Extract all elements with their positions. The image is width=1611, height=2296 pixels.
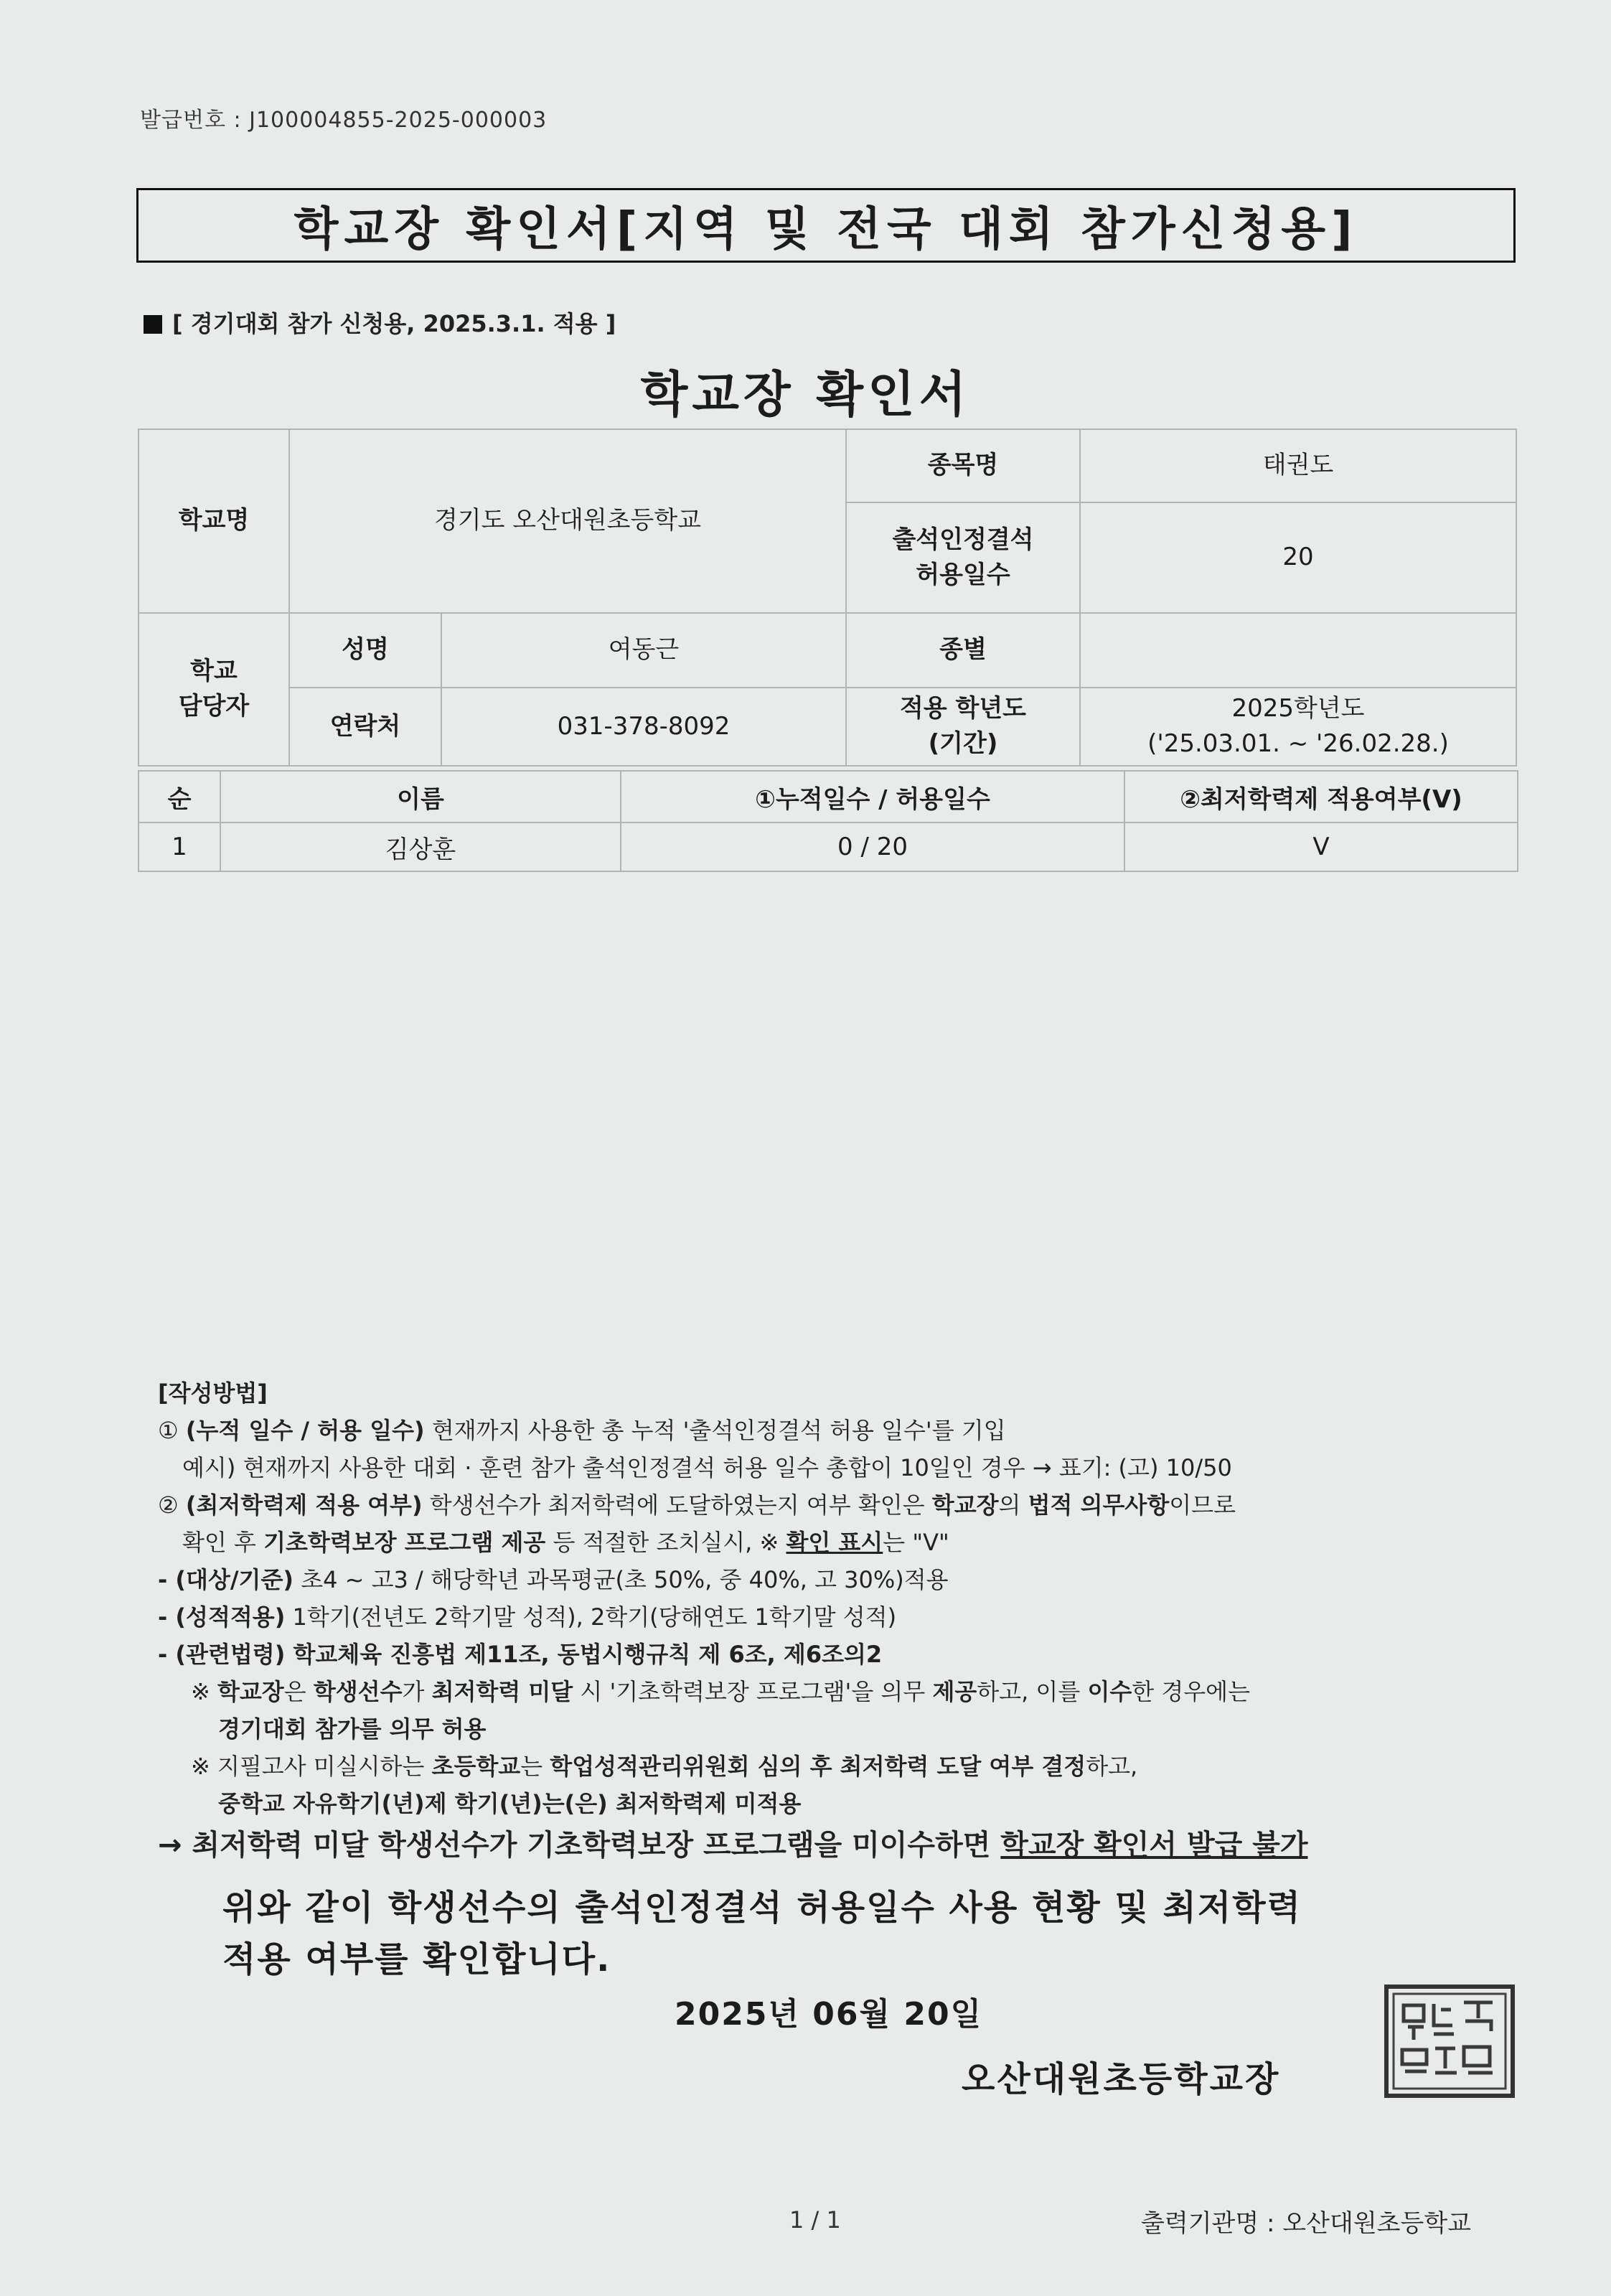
page-number: 1 / 1	[789, 2206, 841, 2234]
category-label: 종별	[846, 613, 1080, 688]
instructions-heading: [작성방법]	[158, 1379, 268, 1407]
event-value: 태권도	[1080, 429, 1516, 502]
application-note	[144, 306, 616, 339]
cumulative-days: 0 / 20	[621, 823, 1124, 871]
school-name-label: 학교명	[138, 429, 289, 613]
printing-institution: 출력기관명 : 오산대원초등학교	[1141, 2209, 1472, 2238]
allowed-days-label: 출석인정결석 허용일수	[846, 502, 1080, 613]
confirmation-statement: 위와 같이 학생선수의 출석인정결석 허용일수 사용 현황 및 최저학력 적용 여부를 확인합니다.	[222, 1888, 1302, 1979]
instruction-line: - (성적적용) 1학기(전년도 2학기말 성적), 2학기(당해연도 1학기말 성적)	[158, 1603, 897, 1631]
staff-name-label: 성명	[289, 613, 441, 688]
table-row	[138, 823, 1518, 871]
instruction-line: 중학교 자유학기(년)제 학기(년)는(은) 최저학력제 미적용	[218, 1790, 802, 1817]
student-table	[138, 770, 1518, 872]
square-bullet-icon	[144, 315, 162, 334]
official-seal-icon	[1384, 1984, 1516, 2099]
instruction-line: - (관련법령) 학교체육 진흥법 제11조, 동법시행규칙 제 6조, 제6조의2	[158, 1641, 883, 1668]
issue-date: 2025년 06월 20일	[675, 1996, 983, 2033]
student-name: 김상훈	[220, 823, 621, 871]
instruction-line: ※ 지필고사 미실시하는 초등학교는 학업성적관리위원회 심의 후 최저학력 도달 여부 결정하고,	[191, 1753, 1138, 1780]
allowed-days-value: 20	[1080, 502, 1516, 613]
event-label: 종목명	[846, 429, 1080, 502]
staff-name-value: 여동근	[441, 613, 846, 688]
row-number: 1	[138, 823, 220, 871]
instruction-line: 경기대회 참가를 의무 허용	[218, 1715, 487, 1743]
contact-value: 031-378-8092	[441, 688, 846, 766]
category-value	[1080, 613, 1516, 688]
instruction-line: 확인 후 기초학력보장 프로그램 제공 등 적절한 조치실시, ※ 확인 표시는 "V"	[182, 1529, 949, 1556]
contact-label: 연락처	[289, 688, 441, 766]
instruction-line: ① (누적 일수 / 허용 일수) 현재까지 사용한 총 누적 '출석인정결석 허용 일수'를 기입	[158, 1417, 1006, 1444]
instruction-line: ※ 학교장은 학생선수가 최저학력 미달 시 '기초학력보장 프로그램'을 의무 제공하고, 이를 이수한 경우에는	[191, 1678, 1250, 1705]
staff-label: 학교 담당자	[138, 613, 289, 766]
school-name-value: 경기도 오산대원초등학교	[289, 429, 846, 613]
issue-number: 발급번호 : J100004855-2025-000003	[140, 108, 548, 133]
column-header: ②최저학력제 적용여부(V)	[1124, 771, 1518, 823]
minimum-achievement-check: V	[1124, 823, 1518, 871]
document-title: 학교장 확인서[지역 및 전국 대회 참가신청용]	[136, 188, 1516, 263]
school-info-table	[138, 428, 1517, 767]
instructions	[158, 1374, 1521, 1864]
instruction-line: 예시) 현재까지 사용한 대회 · 훈련 참가 출석인정결석 허용 일수 총합이 10일인 경우 → 표기: (고) 10/50	[182, 1454, 1232, 1481]
column-header: 이름	[220, 771, 621, 823]
school-year-value: 2025학년도 ('25.03.01. ~ '26.02.28.)	[1080, 688, 1516, 766]
application-note-text: [ 경기대회 참가 신청용, 2025.3.1. 적용 ]	[172, 310, 616, 337]
column-header: ①누적일수 / 허용일수	[621, 771, 1124, 823]
instruction-line: ② (최저학력제 적용 여부) 학생선수가 최저학력에 도달하였는지 여부 확인은 학교장의 법적 의무사항이므로	[158, 1491, 1236, 1519]
table-header-row	[138, 771, 1518, 823]
school-year-label: 적용 학년도 (기간)	[846, 688, 1080, 766]
column-header: 순	[138, 771, 220, 823]
confirmation-heading: 학교장 확인서	[640, 367, 971, 423]
instruction-line: - (대상/기준) 초4 ~ 고3 / 해당학년 과목평균(초 50%, 중 40%, 고 30%)적용	[158, 1566, 949, 1593]
instruction-warning: → 최저학력 미달 학생선수가 기초학력보장 프로그램을 미이수하면 학교장 확인서 발급 불가	[158, 1829, 1308, 1862]
principal-signature: 오산대원초등학교장	[962, 2059, 1281, 2099]
